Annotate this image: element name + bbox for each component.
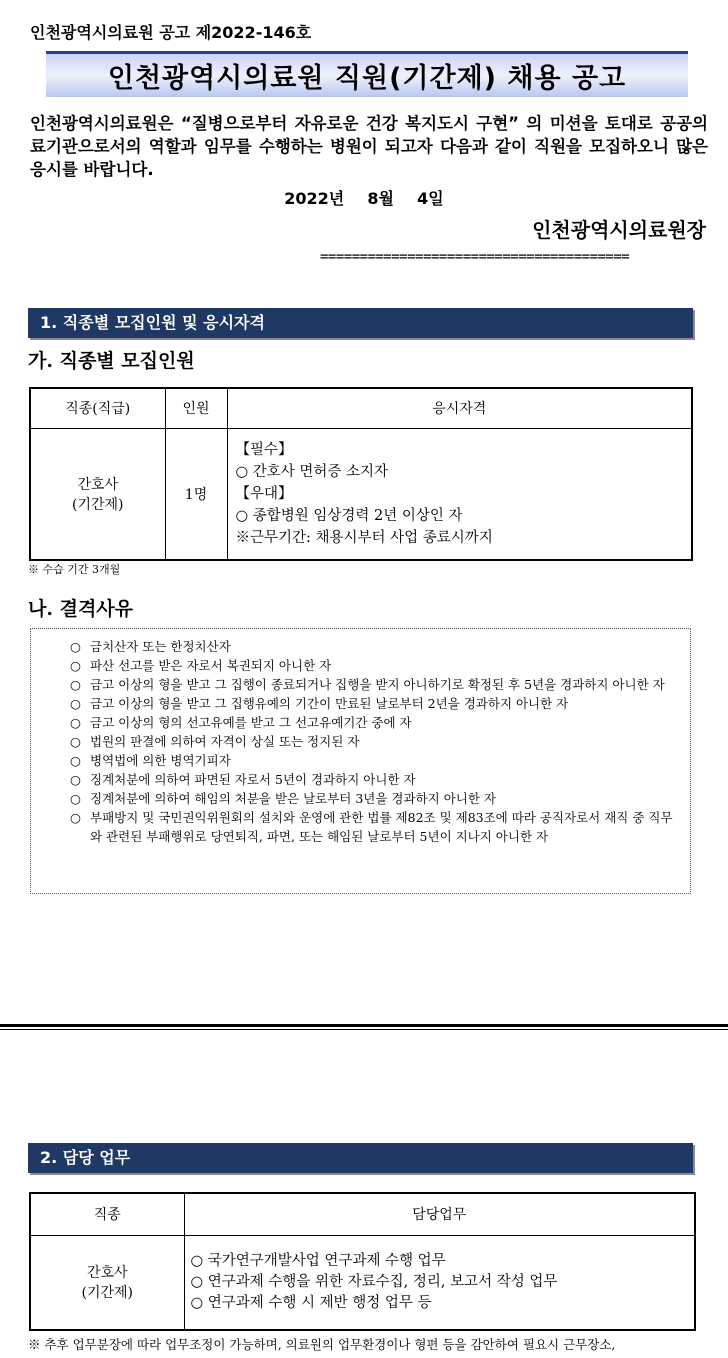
list-item: ○ 법원의 판결에 의하여 자격이 상실 또는 정지된 자 <box>70 734 360 749</box>
circle-bullet-icon: ○ <box>70 772 81 787</box>
table-header-row <box>30 388 692 428</box>
header-job: 직종 <box>30 1193 184 1235</box>
list-item: ○ 징계처분에 의하여 파면된 자로서 5년이 경과하지 아니한 자 <box>70 772 416 787</box>
qual-preferred-label: 【우대】 <box>235 485 293 502</box>
qual-required-label: 【필수】 <box>235 441 293 458</box>
list-item: ○ 금치산자 또는 한정치산자 <box>70 639 231 654</box>
circle-bullet-icon: ○ <box>70 810 81 825</box>
duties-cell <box>184 1235 695 1330</box>
list-item: ○ 징계처분에 의하여 해임의 처분을 받은 날로부터 3년을 경과하지 아니한 자 <box>70 791 496 806</box>
subheading-disqualification: 나. 결격사유 <box>28 598 133 620</box>
list-item: ○ 금고 이상의 형을 받고 그 집행유예의 기간이 만료된 날로부터 2년을 경과하지 아니한 자 <box>70 696 569 711</box>
list-item: ○ 파산 선고를 받은 자로서 복권되지 아니한 자 <box>70 658 332 673</box>
page-title: 인천광역시의료원 직원(기간제) 채용 공고 <box>107 63 627 94</box>
circle-bullet-icon: ○ <box>70 696 81 711</box>
probation-note: ※ 수습 기간 3개월 <box>28 563 121 576</box>
circle-bullet-icon: ○ <box>70 715 81 730</box>
job-name: 간호사 <box>86 1265 128 1282</box>
table-header-row <box>30 1193 695 1235</box>
duty-item: ○ 국가연구개발사업 연구과제 수행 업무 <box>190 1252 446 1269</box>
circle-bullet-icon: ○ <box>70 791 81 806</box>
intro-paragraph: 인천광역시의료원은 “질병으로부터 자유로운 건강 복지도시 구현” 의 미션을 토대로 공공의료기관으로서의 역할과 임무를 수행하는 병원이 되고자 다음과 같이 직원을 모집하오니 많은 응시를 바랍니다. <box>30 114 708 179</box>
page-break-line <box>0 1029 728 1030</box>
list-item: ○ 금고 이상의 형의 선고유예를 받고 그 선고유예기간 중에 자 <box>70 715 412 730</box>
title-banner <box>46 51 688 97</box>
circle-bullet-icon: ○ <box>70 677 81 692</box>
duty-item: ○ 연구과제 수행을 위한 자료수집, 정리, 보고서 작성 업무 <box>190 1273 558 1290</box>
header-count: 인원 <box>165 388 227 428</box>
job-type: (기간제) <box>72 496 124 513</box>
notice-number: 인천광역시의료원 공고 제2022-146호 <box>30 23 312 42</box>
duties-footnote: ※ 추후 업무분장에 따라 업무조정이 가능하며, 의료원의 업무환경이나 형편 등을 감안하여 필요시 근무장소, <box>28 1337 616 1352</box>
notice-date: 2022년 8월 4일 <box>284 189 444 208</box>
circle-bullet-icon: ○ <box>70 658 81 673</box>
header-job: 직종(직급) <box>30 388 165 428</box>
divider-rule: ======================================= <box>320 249 630 265</box>
recruitment-table <box>29 387 693 561</box>
job-cell <box>30 1235 184 1330</box>
disqualification-list <box>70 637 682 846</box>
list-item: ○ 부패방지 및 국민권익위원회의 설치와 운영에 관한 법률 제82조 및 제83조에 따라 공직자로서 재직 중 직무와 관련된 부패행위로 당연퇴직, 파면, 또는 해임된 날로부터 5년이 지나지 아니한 자 <box>70 810 673 844</box>
header-qualification: 응시자격 <box>227 388 692 428</box>
duty-item: ○ 연구과제 수행 시 제반 행정 업무 등 <box>190 1294 432 1311</box>
circle-bullet-icon: ○ <box>70 753 81 768</box>
duties-table <box>29 1192 696 1331</box>
qual-preferred-item: ○ 종합병원 임상경력 2년 이상인 자 <box>235 507 463 524</box>
subheading-recruitment: 가. 직종별 모집인원 <box>28 350 195 372</box>
qual-required-item: ○ 간호사 면허증 소지자 <box>235 463 389 480</box>
qualification-cell <box>227 428 692 560</box>
circle-bullet-icon: ○ <box>70 734 81 749</box>
table-row <box>30 428 692 560</box>
section-2-heading: 2. 담당 업무 <box>28 1143 693 1173</box>
signer: 인천광역시의료원장 <box>532 218 706 242</box>
job-cell <box>30 428 165 560</box>
circle-bullet-icon: ○ <box>70 639 81 654</box>
job-name: 간호사 <box>77 476 119 493</box>
count-cell: 1명 <box>165 428 227 560</box>
page-break-line <box>0 1024 728 1027</box>
header-duties: 담당업무 <box>184 1193 695 1235</box>
table-row <box>30 1235 695 1330</box>
section-1-heading: 1. 직종별 모집인원 및 응시자격 <box>28 308 693 338</box>
job-type: (기간제) <box>81 1285 133 1302</box>
list-item: ○ 병역법에 의한 병역기피자 <box>70 753 231 768</box>
work-period-note: ※근무기간: 채용시부터 사업 종료시까지 <box>235 529 493 546</box>
list-item: ○ 금고 이상의 형을 받고 그 집행이 종료되거나 집행을 받지 아니하기로 확정된 후 5년을 경과하지 아니한 자 <box>70 677 665 692</box>
